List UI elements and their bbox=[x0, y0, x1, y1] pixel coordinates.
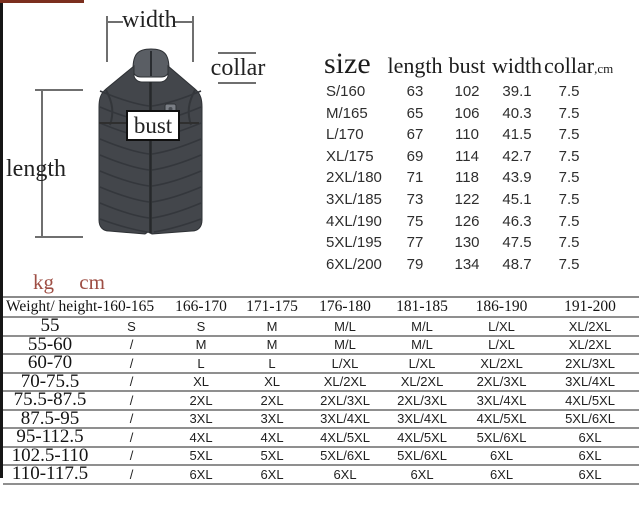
bust-cell: 102 bbox=[454, 83, 480, 100]
fit-cell: 6XL bbox=[166, 465, 236, 484]
width-cell: 46.3 bbox=[502, 212, 532, 230]
bust-cell: 114 bbox=[455, 147, 479, 165]
size-table-row bbox=[320, 103, 622, 125]
fit-cell: 2XL bbox=[236, 391, 308, 410]
fit-header-col: 166-170 bbox=[166, 297, 236, 317]
fit-header-col: 176-180 bbox=[308, 297, 382, 317]
fit-cell: S bbox=[166, 317, 236, 336]
bust-label: bust bbox=[133, 113, 173, 138]
fit-table-row bbox=[3, 465, 639, 484]
size-cell: S/160 bbox=[326, 83, 366, 100]
weight-cell: 102.5-110 bbox=[3, 447, 97, 466]
width-cell: 47.5 bbox=[502, 234, 532, 252]
fit-table-row bbox=[3, 410, 639, 429]
size-table-row bbox=[320, 232, 622, 254]
size-table-header-length: length bbox=[387, 53, 443, 78]
size-table-header-width: width bbox=[491, 53, 543, 78]
fit-cell: 3XL/4XL bbox=[541, 373, 639, 392]
fit-cell: 3XL bbox=[236, 410, 308, 429]
fit-cell: 5XL bbox=[236, 447, 308, 466]
width-cell: 40.3 bbox=[502, 104, 532, 122]
fit-cell: 6XL bbox=[541, 447, 639, 466]
collar-cell: 7.5 bbox=[558, 147, 580, 165]
collar-line-top bbox=[218, 52, 256, 54]
fit-cell: M/L bbox=[382, 317, 462, 336]
width-cell: 42.7 bbox=[502, 147, 532, 165]
fit-cell: / bbox=[97, 465, 166, 484]
width-cell: 43.9 bbox=[502, 169, 532, 187]
size-cell: 5XL/195 bbox=[326, 234, 382, 252]
size-cell: M/165 bbox=[326, 104, 368, 122]
fit-cell: XL/2XL bbox=[308, 373, 382, 392]
fit-table bbox=[3, 296, 639, 485]
fit-cell: 6XL bbox=[236, 465, 308, 484]
collar-cell: 7.5 bbox=[558, 169, 580, 187]
length-label: length bbox=[6, 156, 66, 182]
weight-cell: 87.5-95 bbox=[3, 410, 97, 429]
fit-cell: / bbox=[97, 410, 166, 429]
width-cell: 48.7 bbox=[502, 255, 532, 273]
fit-cell: 6XL bbox=[382, 465, 462, 484]
vest-illustration bbox=[95, 45, 207, 240]
length-cell: 71 bbox=[406, 169, 424, 187]
fit-table-row bbox=[3, 354, 639, 373]
collar-cell: 7.5 bbox=[558, 255, 580, 273]
width-bracket-line-left bbox=[108, 21, 123, 23]
fit-cell: XL/2XL bbox=[541, 336, 639, 355]
size-table-row bbox=[320, 124, 622, 146]
weight-cell: 60-70 bbox=[3, 354, 97, 373]
width-bracket-line-right bbox=[175, 21, 192, 23]
collar-cell: 7.5 bbox=[558, 190, 580, 208]
fit-header-col: 191-200 bbox=[541, 297, 639, 317]
length-cell: 73 bbox=[406, 190, 424, 208]
length-cell: 77 bbox=[406, 234, 424, 252]
fit-cell: / bbox=[97, 373, 166, 392]
size-cell: 3XL/185 bbox=[326, 190, 382, 208]
fit-cell: 4XL/5XL bbox=[308, 428, 382, 447]
fit-table-row bbox=[3, 336, 639, 355]
width-bracket-right-tick bbox=[192, 16, 194, 62]
fit-cell: / bbox=[97, 336, 166, 355]
collar-cell: 7.5 bbox=[558, 212, 580, 230]
fit-cell: 4XL/5XL bbox=[382, 428, 462, 447]
fit-cell: 3XL bbox=[166, 410, 236, 429]
fit-cell: 4XL/5XL bbox=[541, 391, 639, 410]
fit-cell: 3XL/4XL bbox=[382, 410, 462, 429]
collar-cell: 7.5 bbox=[558, 83, 580, 100]
collar-line-bottom bbox=[218, 82, 256, 84]
fit-cell: XL/2XL bbox=[382, 373, 462, 392]
collar-label: collar bbox=[210, 55, 266, 81]
collar-cell: 7.5 bbox=[558, 126, 580, 144]
fit-table-header-row bbox=[3, 297, 639, 317]
size-table-row bbox=[320, 254, 622, 276]
weight-cell: 95-112.5 bbox=[3, 428, 97, 447]
fit-cell: / bbox=[97, 391, 166, 410]
length-cell: 69 bbox=[406, 147, 424, 165]
bust-cell: 130 bbox=[454, 234, 480, 252]
length-cell: 75 bbox=[406, 212, 424, 230]
fit-cell: / bbox=[97, 447, 166, 466]
size-table-row bbox=[320, 211, 622, 233]
fit-table-row bbox=[3, 391, 639, 410]
fit-cell: 5XL/6XL bbox=[308, 447, 382, 466]
fit-cell: L/XL bbox=[462, 336, 541, 355]
size-cell: 2XL/180 bbox=[326, 169, 382, 187]
width-label: width bbox=[122, 7, 177, 33]
fit-table-row bbox=[3, 373, 639, 392]
bust-cell: 106 bbox=[454, 104, 480, 122]
fit-cell: / bbox=[97, 428, 166, 447]
fit-cell: M bbox=[236, 317, 308, 336]
size-cell: 4XL/190 bbox=[326, 212, 382, 230]
fit-cell: L/XL bbox=[382, 354, 462, 373]
size-table-header-collar: collar bbox=[544, 53, 595, 78]
fit-cell: 4XL bbox=[236, 428, 308, 447]
fit-cell: 6XL bbox=[462, 465, 541, 484]
length-cell: 79 bbox=[406, 255, 424, 273]
fit-cell: 3XL/4XL bbox=[308, 410, 382, 429]
length-bracket-bottom-tick bbox=[35, 236, 83, 238]
bust-cell: 122 bbox=[454, 190, 480, 208]
weight-cell: 55 bbox=[3, 317, 97, 336]
size-table-row bbox=[320, 167, 622, 189]
size-table-header-unit: ,cm bbox=[594, 61, 614, 76]
size-table-header-bust: bust bbox=[448, 53, 486, 78]
length-cell: 63 bbox=[406, 83, 424, 100]
fit-cell: 6XL bbox=[308, 465, 382, 484]
weight-cell: 75.5-87.5 bbox=[3, 391, 97, 410]
fit-cell: / bbox=[97, 354, 166, 373]
fit-cell: XL bbox=[166, 373, 236, 392]
size-cell: 6XL/200 bbox=[326, 255, 382, 273]
fit-cell: S bbox=[97, 317, 166, 336]
fit-cell: 3XL/4XL bbox=[462, 391, 541, 410]
collar-cell: 7.5 bbox=[558, 234, 580, 252]
bust-cell: 118 bbox=[455, 169, 479, 187]
weight-cell: 110-117.5 bbox=[3, 465, 97, 484]
fit-cell: L/XL bbox=[462, 317, 541, 336]
width-cell: 39.1 bbox=[502, 83, 532, 100]
size-table-row bbox=[320, 189, 622, 211]
fit-cell: XL/2XL bbox=[462, 354, 541, 373]
fit-cell: M/L bbox=[308, 317, 382, 336]
fit-cell: 2XL bbox=[166, 391, 236, 410]
fit-cell: M bbox=[236, 336, 308, 355]
fit-cell: 5XL/6XL bbox=[462, 428, 541, 447]
fit-cell: M/L bbox=[308, 336, 382, 355]
size-table-row bbox=[320, 81, 622, 103]
collar-cell: 7.5 bbox=[558, 104, 580, 122]
fit-cell: XL bbox=[236, 373, 308, 392]
fit-header-weight-height: Weight/ height-160-165 bbox=[3, 297, 166, 317]
length-cell: 67 bbox=[406, 126, 424, 144]
fit-cell: 6XL bbox=[541, 428, 639, 447]
width-cell: 45.1 bbox=[502, 190, 532, 208]
size-table-row bbox=[320, 146, 622, 168]
fit-table-row bbox=[3, 317, 639, 336]
bust-cell: 110 bbox=[455, 126, 479, 144]
width-cell: 41.5 bbox=[502, 126, 532, 144]
fit-cell: 6XL bbox=[541, 465, 639, 484]
fit-cell: 5XL/6XL bbox=[541, 410, 639, 429]
size-table-header-row bbox=[320, 47, 622, 81]
fit-cell: 2XL/3XL bbox=[462, 373, 541, 392]
fit-cell: 4XL bbox=[166, 428, 236, 447]
size-cell: L/170 bbox=[326, 126, 364, 144]
fit-cell: 2XL/3XL bbox=[541, 354, 639, 373]
size-table-header-size: size bbox=[324, 47, 371, 80]
fit-cell: 2XL/3XL bbox=[382, 391, 462, 410]
fit-cell: L/XL bbox=[308, 354, 382, 373]
bust-cell: 126 bbox=[454, 212, 480, 230]
fit-table-row bbox=[3, 428, 639, 447]
fit-cell: 6XL bbox=[462, 447, 541, 466]
fit-cell: L bbox=[236, 354, 308, 373]
fit-cell: 5XL bbox=[166, 447, 236, 466]
size-cell: XL/175 bbox=[326, 147, 374, 165]
fit-cell: 2XL/3XL bbox=[308, 391, 382, 410]
bust-cell: 134 bbox=[454, 255, 480, 273]
fit-cell: 5XL/6XL bbox=[382, 447, 462, 466]
fit-header-col: 171-175 bbox=[236, 297, 308, 317]
fit-cell: M bbox=[166, 336, 236, 355]
fit-header-col: 186-190 bbox=[462, 297, 541, 317]
units-label bbox=[33, 272, 105, 293]
bust-label-box bbox=[126, 110, 180, 141]
fit-table-row bbox=[3, 447, 639, 466]
fit-cell: 4XL/5XL bbox=[462, 410, 541, 429]
cm-unit: cm bbox=[79, 270, 105, 294]
fit-header-col: 181-185 bbox=[382, 297, 462, 317]
weight-cell: 70-75.5 bbox=[3, 373, 97, 392]
fit-cell: XL/2XL bbox=[541, 317, 639, 336]
length-cell: 65 bbox=[406, 104, 424, 122]
weight-cell: 55-60 bbox=[3, 336, 97, 355]
kg-unit: kg bbox=[33, 270, 54, 294]
size-table bbox=[320, 47, 622, 275]
fit-cell: M/L bbox=[382, 336, 462, 355]
top-corner-line bbox=[0, 0, 84, 3]
fit-cell: L bbox=[166, 354, 236, 373]
